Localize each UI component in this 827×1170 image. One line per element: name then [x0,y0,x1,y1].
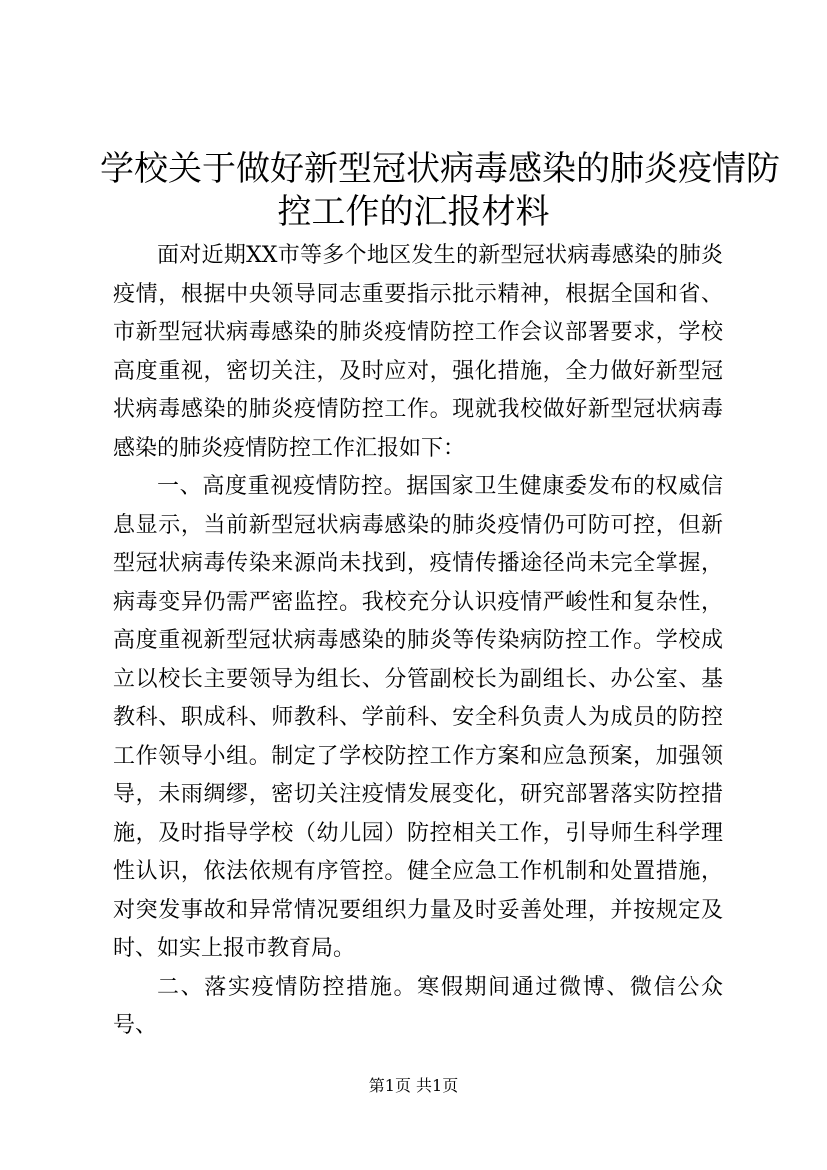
paragraph-intro: 面对近期XX市等多个地区发生的新型冠状病毒感染的肺炎疫情，根据中央领导同志重要指示批示精神，根据全国和省、市新型冠状病毒感染的肺炎疫情防控工作会议部署要求，学校高度重视，密切关注，及时应对，强化措施，全力做好新型冠状病毒感染的肺炎疫情防控工作。现就我校做好新型冠状病毒感染的肺炎疫情防控工作汇报如下： [113,243,723,461]
page-footer: 第1页 共1页 [368,1076,459,1095]
paragraph-section-1: 一、高度重视疫情防控。据国家卫生健康委发布的权威信息显示，当前新型冠状病毒感染的肺炎疫情仍可防可控，但新型冠状病毒传染来源尚未找到，疫情传播途径尚未完全掌握，病毒变异仍需严密监控。我校充分认识疫情严峻性和复杂性，高度重视新型冠状病毒感染的肺炎等传染病防控工作。学校成立以校长主要领导为组长、分管副校长为副组长、办公室、基教科、职成科、师教科、学前科、安全科负责人为成员的防控工作领导小组。制定了学校防控工作方案和应急预案，加强领导，未雨绸缪，密切关注疫情发展变化，研究部署落实防控措施，及时指导学校（幼儿园）防控相关工作，引导师生科学理性认识，依法依规有序管控。健全应急工作机制和处置措施，对突发事故和异常情况要组织力量及时妥善处理，并按规定及时、如实上报市教育局。 [113,474,723,961]
document-title-line-2: 控工作的汇报材料 [277,192,550,232]
document-title [100,148,780,234]
document-title-line-1: 学校关于做好新型冠状病毒感染的肺炎疫情防 [100,149,780,189]
paragraph-section-2: 二、落实疫情防控措施。寒假期间通过微博、微信公众号、 [113,974,723,1038]
document-body [113,237,723,1046]
